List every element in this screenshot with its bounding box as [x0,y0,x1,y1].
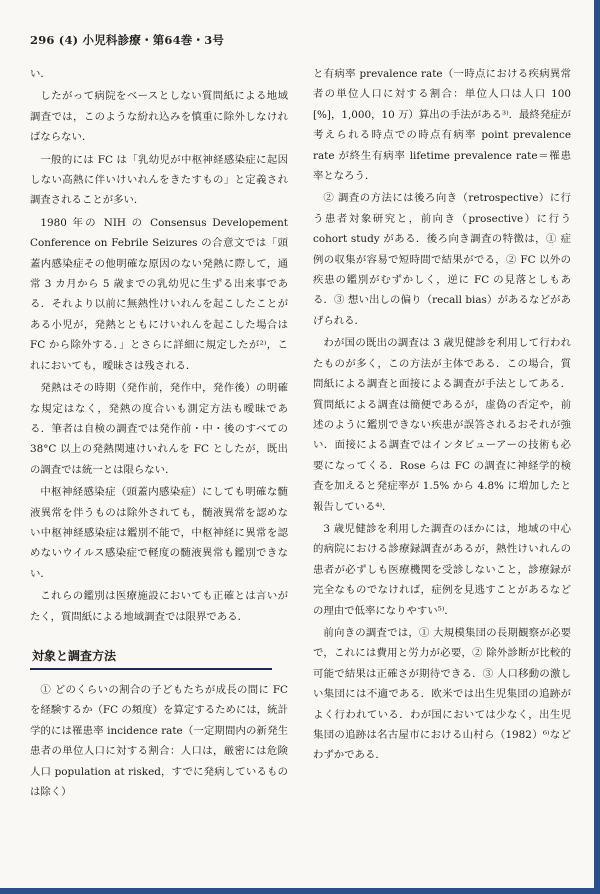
paragraph: 発熱はその時期（発作前，発作中，発作後）の明確な規定はなく，発熱の度合いも測定方法も曖昧である．筆者は自検の調査では発作前・中・後のすべての 38°C 以上の発熱関連けいれんを FC としたが，既出の調査では統一とは限らない． [30,382,288,476]
paragraph: ① どのくらいの割合の子どもたちが成長の間に FC を経験するか（FC の頻度）を算定するためには，統計学的には罹患率 incidence rate（一定期間内の新発生患者の単位人口に対する割合：人口は，厳密には危険人口 population at risked，すでに発病しているものは除く） [30,683,288,798]
paragraph: 前向きの調査では，① 大規模集団の長期観察が必要で，これには費用と労力が必要，② 除外診断が比較的可能で結果は正確さが期待できる．③ 人口移動の激しい集団には不適である．欧米では出生児集団の追跡がよく行われている．わが国においては少なく，出生児集団の追跡は名古屋市における山村ら（1982）⁶⁾などわずかである． [313,626,571,762]
section-heading: 対象と調査方法 [30,647,272,670]
paragraph: 1980 年の NIH の Consensus Developement Conference on Febrile Seizures の合意文では「頭蓋内感染症その他明確な原因のない発熱に際して，通常 3 カ月から 5 歳までの乳幼児に生ずる出来事である．それより以前に無熱性けいれんを起こしたことがある小児が，発熱とともにけいれんを起こした場合は FC から除外する．」とさらに詳細に規定したが²⁾，これにおいても，曖昧さは残される． [30,216,288,372]
left-column [30,64,288,804]
paragraph: い． [30,68,51,80]
paragraph: わが国の既出の調査は 3 歳児健診を利用して行われたものが多く，この方法が主体である．この場合，質問紙による調査と面接による調査が手法としてある．質問紙による調査は簡便であるが，虚偽の否定や，前述のように鑑別できない疾患が誤答されるおそれが強い．面接による調査ではインタビューアーの技術も必要になってくる．Rose らは FC の調査に神経学的検査を加えると発症率が 1.5% から 4.8% に増加したと報告している⁴⁾． [313,337,571,513]
paragraph: したがって病院をベースとしない質問紙による地域調査では，このような紛れ込みを慎重に除外しなければならない． [30,90,288,144]
paragraph: 3 歳児健診を利用した調査のほかには，地域の中心的病院における診療録調査があるが，熱性けいれんの患者が必ずしも医療機関を受診しないこと，診療録が完全なものでなければ，症例を見逃すことがあるなどの理由で低率になりやすい⁵⁾． [313,522,571,617]
paragraph: ② 調査の方法には後ろ向き（retrospective）に行う患者対象研究と，前向き（prosective）に行う cohort study がある．後ろ向き調査の特徴は，① 症例の収集が容易で短時間で結果がでる，② FC 以外の疾患の鑑別がむずかしく，逆に FC の見落としもある．③ 想い出しの偏り（recall bias）があるなどがあげられる． [313,192,571,327]
paragraph: これらの鑑別は医療施設においても正確とは言いがたく，質問紙による地域調査では限界である． [30,590,288,623]
right-column [313,64,571,768]
paragraph: 中枢神経感染症（頭蓋内感染症）にしても明確な髄液異常を伴うものは除外されても，髄液異常を認めない中枢神経感染症は鑑別不能で，中枢神経に異常を認めないウイルス感染症で軽度の髄液異常も鑑別できない． [30,486,288,580]
paragraph: と有病率 prevalence rate（一時点における疾病異常者の単位人口に対する割合：単位人口は人口 100 [%]，1,000，10 万）算出の手法がある³⁾．最終発症が考えられる時点での時点有病率 point prevalence rate が終生有病率 lifetime prevalence rate＝罹患率となろう． [313,68,571,183]
running-head: 296 (4) 小児科診療・第64巻・3号 [30,33,225,47]
paragraph: 一般的には FC は「乳幼児が中枢神経感染症に起因しない高熱に伴いけいれんをきたすもの」と定義され調査されることが多い． [30,153,288,207]
